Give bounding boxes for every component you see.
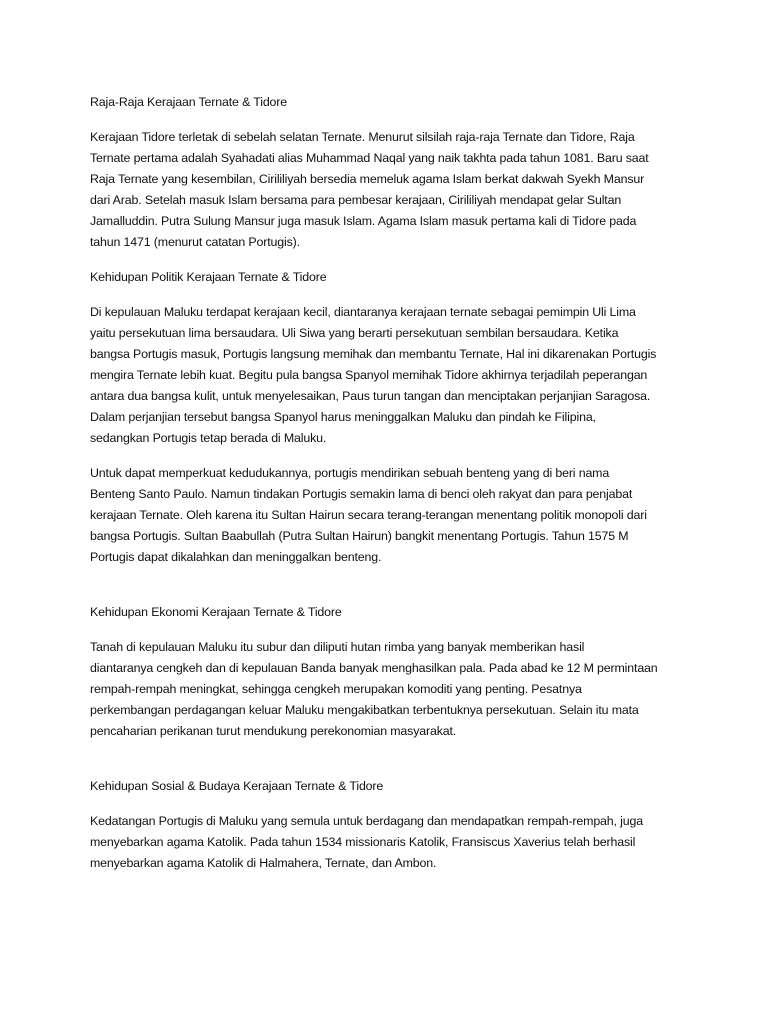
paragraph-line: Raja Ternate yang kesembilan, Cirililiyah bersedia memeluk agama Islam berkat dakwah Syekh Mansur [90,172,645,186]
paragraph-line: tahun 1471 (menurut catatan Portugis). [90,235,300,249]
paragraph-line: Di kepulauan Maluku terdapat kerajaan kecil, diantaranya kerajaan ternate sebagai pemimpin Uli Lima [90,305,636,319]
section-heading: Raja-Raja Kerajaan Ternate & Tidore [90,95,288,109]
section-sosial-budaya [90,776,690,874]
section-heading: Kehidupan Politik Kerajaan Ternate & Tidore [90,270,327,284]
paragraph-line: menyebarkan agama Katolik di Halmahera, Ternate, dan Ambon. [90,856,437,870]
paragraph [90,811,690,874]
paragraph-line: sedangkan Portugis tetap berada di Maluku. [90,431,327,445]
paragraph-line: Tanah di kepulauan Maluku itu subur dan diliputi hutan rimba yang banyak memberikan hasil [90,640,585,654]
section-ekonomi [90,602,690,742]
paragraph-line: Jamalluddin. Putra Sulung Mansur juga masuk Islam. Agama Islam masuk pertama kali di Tidore pada [90,214,637,228]
paragraph-line: Ternate pertama adalah Syahadati alias Muhammad Naqal yang naik takhta pada tahun 1081. Baru saat [90,151,649,165]
section-politik [90,267,690,568]
paragraph-line: bangsa Portugis. Sultan Baabullah (Putra Sultan Hairun) bangkit menentang Portugis. Tahun 1575 M [90,529,629,543]
paragraph-line: Dalam perjanjian tersebut bangsa Spanyol harus meninggalkan Maluku dan pindah ke Filipina, [90,410,596,424]
paragraph-line: Portugis dapat dikalahkan dan meninggalkan benteng. [90,550,382,564]
paragraph-line: antara dua bangsa kulit, untuk menyelesaikan, Paus turun tangan dan menciptakan perjanjian Saragosa. [90,389,651,403]
paragraph-line: perkembangan perdagangan keluar Maluku mengakibatkan terbentuknya persekutuan. Selain itu mata [90,703,639,717]
paragraph-line: mengira Ternate lebih kuat. Begitu pula bangsa Spanyol memihak Tidore akhirnya terjadilah peperangan [90,368,648,382]
paragraph-line: yaitu persekutuan lima bersaudara. Uli Siwa yang berarti persekutuan sembilan bersaudara. Ketika [90,326,619,340]
paragraph-line: pencaharian perikanan turut mendukung perekonomian masyarakat. [90,724,457,738]
paragraph-line: diantaranya cengkeh dan di kepulauan Banda banyak menghasilkan pala. Pada abad ke 12 M permintaan [90,661,658,675]
paragraph-line: Kedatangan Portugis di Maluku yang semula untuk berdagang dan mendapatkan rempah-rempah, juga [90,814,643,828]
paragraph-line: Untuk dapat memperkuat kedudukannya, portugis mendirikan sebuah benteng yang di beri nama [90,466,610,480]
paragraph-line: kerajaan Ternate. Oleh karena itu Sultan Hairun secara terang-terangan menentang politik monopoli dari [90,508,647,522]
paragraph-line: menyebarkan agama Katolik. Pada tahun 1534 missionaris Katolik, Fransiscus Xaverius telah berhasil [90,835,636,849]
paragraph-line: rempah-rempah meningkat, sehingga cengkeh merupakan komoditi yang penting. Pesatnya [90,682,582,696]
paragraph [90,302,690,449]
paragraph [90,637,690,742]
paragraph-line: dari Arab. Setelah masuk Islam bersama para pembesar kerajaan, Cirililiyah mendapat gelar Sultan [90,193,622,207]
paragraph [90,127,690,253]
section-heading: Kehidupan Sosial & Budaya Kerajaan Ternate & Tidore [90,779,384,793]
section-raja-raja [90,92,690,253]
document-body [90,92,690,888]
paragraph-line: Benteng Santo Paulo. Namun tindakan Portugis semakin lama di benci oleh rakyat dan para penjabat [90,487,633,501]
paragraph-line: bangsa Portugis masuk, Portugis langsung memihak dan membantu Ternate, Hal ini dikarenakan Portugis [90,347,657,361]
paragraph-line: Kerajaan Tidore terletak di sebelah selatan Ternate. Menurut silsilah raja-raja Ternate dan Tidore, Raja [90,130,635,144]
section-heading: Kehidupan Ekonomi Kerajaan Ternate & Tidore [90,605,342,619]
paragraph [90,463,690,568]
